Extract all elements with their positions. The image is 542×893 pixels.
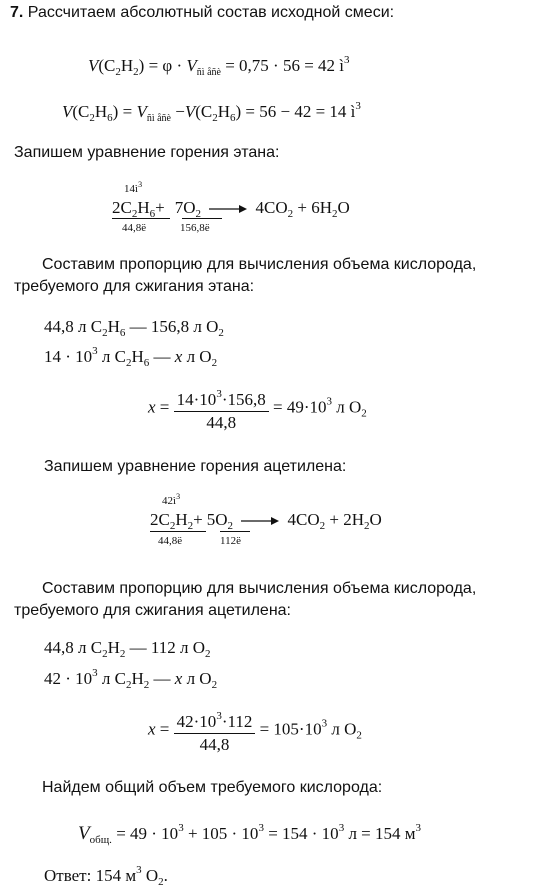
text: л O bbox=[327, 719, 357, 739]
subscript: 2 bbox=[195, 208, 201, 220]
subscript: ñì åñè bbox=[196, 67, 221, 78]
equals-phi: = φ · bbox=[148, 56, 183, 75]
variable-v: V bbox=[78, 823, 90, 844]
text: 14 · 10 bbox=[44, 347, 93, 366]
subscript: 2 bbox=[211, 357, 218, 369]
above-label: 42ì bbox=[162, 495, 177, 507]
ethane-eq-above bbox=[124, 180, 142, 195]
ethane-proportion-intro-1: Составим пропорцию для вычисления объема кислорода, bbox=[42, 256, 477, 273]
products: 4CO bbox=[255, 198, 288, 217]
subscript: 2 bbox=[133, 66, 139, 78]
above-label: 14ì bbox=[124, 183, 139, 195]
text: = 49·10 bbox=[272, 397, 327, 417]
task-title-text: Рассчитаем абсолютный состав исходной смеси: bbox=[27, 4, 395, 21]
variable-v: V bbox=[88, 56, 99, 75]
superscript: 3 bbox=[258, 822, 264, 834]
text: 44,8 л C bbox=[44, 638, 103, 657]
total-equation bbox=[78, 818, 421, 850]
subscript: 2 bbox=[89, 112, 95, 124]
subscript: 2 bbox=[211, 679, 218, 691]
reactant-1: 2C bbox=[150, 510, 170, 529]
subscript: 2 bbox=[187, 520, 194, 532]
subscript: 2 bbox=[361, 407, 367, 420]
subscript: 6 bbox=[143, 357, 150, 369]
subscript: 2 bbox=[126, 357, 132, 369]
reactant-2: 7O bbox=[174, 198, 196, 217]
arrow-icon bbox=[241, 515, 279, 527]
products: O bbox=[369, 510, 382, 529]
answer bbox=[44, 860, 168, 892]
ethane-volume-equation bbox=[62, 96, 361, 129]
acetylene-equation bbox=[150, 510, 382, 536]
acetylene-combustion-heading: Запишем уравнение горения ацетилена: bbox=[44, 458, 347, 475]
acetylene-x-equation bbox=[148, 706, 362, 755]
text: = 154 · 10 bbox=[263, 824, 339, 843]
subscript: 2 bbox=[119, 648, 126, 660]
formula-part: H bbox=[217, 102, 230, 121]
superscript: 3 bbox=[321, 717, 328, 730]
arrow-icon bbox=[209, 203, 247, 215]
subscript: 2 bbox=[126, 679, 132, 691]
text: 42·10 bbox=[176, 712, 217, 731]
rhs-value: = 0,75 · 56 = 42 ì bbox=[225, 56, 345, 75]
subscript: 2 bbox=[102, 648, 108, 660]
subscript: 2 bbox=[169, 520, 176, 532]
superscript: 3 bbox=[176, 492, 181, 501]
superscript: 3 bbox=[216, 388, 222, 400]
subscript: 2 bbox=[143, 679, 150, 691]
subscript: 2 bbox=[218, 327, 224, 339]
acetylene-underline-2 bbox=[220, 531, 250, 532]
variable-x: x bbox=[174, 669, 183, 688]
text: ·112 bbox=[221, 712, 253, 731]
subscript: 2 bbox=[212, 112, 218, 124]
answer-text: . bbox=[163, 866, 168, 885]
text: л O bbox=[331, 397, 362, 417]
acetylene-proportion-line-1 bbox=[44, 638, 211, 664]
text: л O bbox=[182, 347, 212, 366]
subscript: 2 bbox=[131, 208, 138, 220]
ethane-below-2: 156,8ë bbox=[180, 222, 210, 234]
text: H bbox=[131, 669, 144, 688]
subscript: 2 bbox=[319, 520, 326, 532]
subscript: 6 bbox=[119, 327, 126, 339]
subscript: 2 bbox=[356, 729, 362, 742]
variable-v: V bbox=[184, 102, 196, 121]
superscript: 3 bbox=[136, 864, 142, 876]
subscript: 2 bbox=[115, 66, 121, 78]
superscript: 3 bbox=[344, 54, 350, 66]
text: л = 154 м bbox=[344, 824, 416, 843]
equals: = bbox=[159, 719, 170, 739]
text: + 105 · 10 bbox=[183, 824, 259, 843]
acetylene-volume-equation bbox=[88, 50, 350, 83]
superscript: 3 bbox=[92, 667, 98, 679]
minus: − bbox=[175, 102, 185, 121]
formula-part: ) bbox=[112, 102, 119, 121]
text: — bbox=[149, 347, 175, 366]
variable-v: V bbox=[136, 102, 147, 121]
variable-x: x bbox=[174, 347, 183, 366]
subscript: 2 bbox=[158, 876, 164, 888]
products: O bbox=[337, 198, 350, 217]
answer-text: Ответ: 154 м bbox=[44, 866, 137, 885]
products: + 6H bbox=[293, 198, 332, 217]
ethane-below-1: 44,8ë bbox=[122, 222, 147, 234]
text: 42 · 10 bbox=[44, 669, 93, 688]
acetylene-below-1: 44,8ë bbox=[158, 535, 183, 547]
text: л C bbox=[97, 347, 126, 366]
acetylene-proportion-intro-1: Составим пропорцию для вычисления объема кислорода, bbox=[42, 580, 477, 597]
subscript: 2 bbox=[364, 520, 370, 532]
reactant-2: 5O bbox=[206, 510, 228, 529]
superscript: 3 bbox=[338, 822, 345, 834]
ethane-x-equation bbox=[148, 384, 367, 433]
equals: = bbox=[122, 102, 133, 121]
superscript: 3 bbox=[415, 822, 422, 834]
text: — bbox=[149, 669, 175, 688]
products: + 2H bbox=[325, 510, 364, 529]
acetylene-proportion-intro-2: требуемого для сжигания ацетилена: bbox=[14, 602, 291, 619]
numerator bbox=[174, 384, 269, 412]
subscript: 6 bbox=[107, 112, 113, 124]
text: ·156,8 bbox=[221, 390, 266, 409]
rhs-value: = 56 − 42 = 14 ì bbox=[245, 102, 356, 121]
formula-part: ) bbox=[138, 56, 145, 75]
text: H bbox=[107, 317, 120, 336]
ethane-proportion-line-1 bbox=[44, 317, 224, 343]
reactant-1: H bbox=[137, 198, 150, 217]
ethane-x-fraction bbox=[174, 384, 269, 433]
subscript: 2 bbox=[332, 208, 338, 220]
equals: = bbox=[159, 397, 170, 417]
reactant-1: H bbox=[175, 510, 188, 529]
acetylene-eq-above bbox=[162, 492, 180, 507]
text: л O bbox=[182, 669, 212, 688]
acetylene-underline-1 bbox=[150, 531, 206, 532]
subscript: 2 bbox=[227, 520, 233, 532]
text: H bbox=[131, 347, 144, 366]
formula-part: (C bbox=[195, 102, 213, 121]
superscript: 3 bbox=[216, 710, 222, 722]
numerator bbox=[174, 706, 256, 734]
denominator: 44,8 bbox=[199, 735, 230, 754]
subscript: 2 bbox=[287, 208, 294, 220]
formula-part: H bbox=[120, 56, 134, 75]
superscript: 3 bbox=[138, 180, 143, 189]
ethane-underline-2 bbox=[182, 218, 222, 219]
subscript: ñì åñè bbox=[146, 113, 171, 124]
superscript: 3 bbox=[355, 100, 361, 112]
answer-text: O bbox=[141, 866, 159, 885]
superscript: 3 bbox=[326, 395, 332, 408]
task-title bbox=[10, 4, 394, 22]
text: 44,8 л C bbox=[44, 317, 103, 336]
task-number: 7. bbox=[10, 4, 24, 21]
superscript: 3 bbox=[92, 345, 98, 357]
variable-v: V bbox=[186, 56, 197, 75]
subscript: общ. bbox=[89, 834, 112, 846]
text: H bbox=[107, 638, 120, 657]
plus: + bbox=[193, 510, 203, 529]
total-heading: Найдем общий объем требуемого кислорода: bbox=[42, 779, 383, 796]
ethane-equation bbox=[112, 198, 350, 224]
formula-part: (C bbox=[98, 56, 116, 75]
variable-x: x bbox=[148, 719, 156, 739]
reactant-1: 2C bbox=[112, 198, 132, 217]
text: — 112 л O bbox=[125, 638, 205, 657]
text: л C bbox=[97, 669, 126, 688]
formula-part: ) bbox=[235, 102, 242, 121]
subscript: 6 bbox=[230, 112, 236, 124]
plus: + bbox=[155, 198, 165, 217]
variable-v: V bbox=[62, 102, 73, 121]
text: — 156,8 л O bbox=[125, 317, 219, 336]
ethane-proportion-intro-2: требуемого для сжигания этана: bbox=[14, 278, 255, 295]
ethane-proportion-line-2 bbox=[44, 341, 217, 373]
acetylene-below-2: 112ë bbox=[220, 535, 241, 547]
acetylene-proportion-line-2 bbox=[44, 663, 217, 695]
formula-part: H bbox=[94, 102, 108, 121]
superscript: 3 bbox=[178, 822, 184, 834]
denominator: 44,8 bbox=[206, 413, 237, 432]
acetylene-x-fraction bbox=[174, 706, 256, 755]
subscript: 6 bbox=[149, 208, 156, 220]
subscript: 2 bbox=[102, 327, 108, 339]
variable-x: x bbox=[148, 397, 156, 417]
text: = 105·10 bbox=[259, 719, 322, 739]
products: 4CO bbox=[287, 510, 320, 529]
ethane-combustion-heading: Запишем уравнение горения этана: bbox=[14, 144, 280, 161]
formula-part: (C bbox=[72, 102, 90, 121]
text: 14·10 bbox=[176, 390, 217, 409]
subscript: 2 bbox=[205, 648, 211, 660]
text: = 49 · 10 bbox=[111, 824, 179, 843]
